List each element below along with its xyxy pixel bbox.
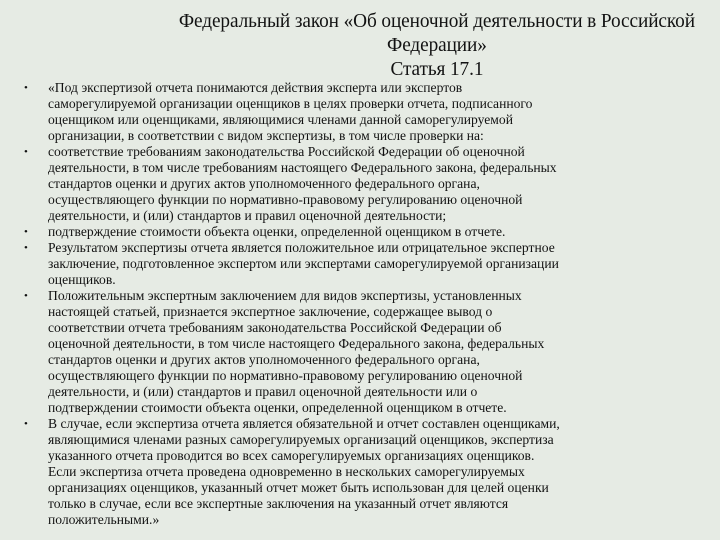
- paragraph-line: осуществляющего функции по нормативно-правовому регулированию оценочной: [48, 192, 523, 207]
- paragraph-line: настоящей статьей, признается экспертное заключение, содержащее вывод о: [48, 304, 493, 319]
- paragraph-line: соответствие требованиям законодательства Российской Федерации об оценочной: [48, 144, 525, 159]
- title-line-law: Федеральный закон «Об оценочной деятельности в Российской: [178, 11, 695, 32]
- bullet-icon: •: [24, 242, 28, 254]
- paragraph-line: деятельности, и (или) стандартов и правил оценочной деятельности или о: [48, 384, 478, 399]
- paragraph-line: только в случае, если все экспертные заключения на указанный отчет являются: [48, 496, 509, 511]
- paragraph-line: деятельности, и (или) стандартов и правил оценочной деятельности;: [48, 208, 447, 223]
- title-line-federation: Федерации»: [387, 35, 487, 56]
- paragraph-line: подтверждение стоимости объекта оценки, определенной оценщиком в отчете.: [48, 224, 506, 239]
- paragraph-line: стандартов оценки и других актов уполномоченного федерального органа,: [48, 176, 480, 191]
- bullet-icon: •: [24, 146, 28, 158]
- bullet-list: [24, 80, 700, 528]
- list-item: [24, 288, 700, 416]
- paragraph-line: оценщиком или оценщиками, являющимися членами данной саморегулируемой: [48, 112, 513, 127]
- list-item: [24, 224, 700, 240]
- list-item: [24, 240, 700, 288]
- paragraph-line: организации, в соответствии с видом экспертизы, в том числе проверки на:: [48, 128, 484, 143]
- paragraph-line: саморегулируемой организации оценщиков в целях проверки отчета, подписанного: [48, 96, 533, 111]
- slide-title: [160, 10, 720, 82]
- paragraph-line: «Под экспертизой отчета понимаются действия эксперта или экспертов: [48, 80, 463, 95]
- paragraph-line: заключение, подготовленное экспертом или экспертами саморегулируемой организации: [48, 256, 559, 271]
- paragraph-line: Положительным экспертным заключением для видов экспертизы, установленных: [48, 288, 522, 303]
- bullet-icon: •: [24, 82, 28, 94]
- list-item: [24, 80, 700, 144]
- list-item: [24, 416, 700, 528]
- paragraph-line: оценщиков.: [48, 272, 116, 287]
- paragraph-line: Если экспертиза отчета проведена одновременно в нескольких саморегулируемых: [48, 464, 525, 479]
- paragraph-line: Результатом экспертизы отчета является положительное или отрицательное экспертное: [48, 240, 555, 255]
- list-item: [24, 144, 700, 224]
- bullet-icon: •: [24, 290, 28, 302]
- bullet-icon: •: [24, 226, 28, 238]
- paragraph-line: В случае, если экспертиза отчета является обязательной и отчет составлен оценщиками,: [48, 416, 560, 431]
- paragraph-line: деятельности, в том числе требованиям настоящего Федерального закона, федеральных: [48, 160, 557, 175]
- paragraph-line: оценочной деятельности, в том числе настоящего Федерального закона, федеральных: [48, 336, 545, 351]
- paragraph-line: положительными.»: [48, 512, 160, 527]
- paragraph-line: подтверждении стоимости объекта оценки, определенной оценщиком в отчете.: [48, 400, 507, 415]
- title-line-article: Статья 17.1: [390, 59, 484, 80]
- paragraph-line: указанного отчета проводится во всех саморегулируемых организациях оценщиков.: [48, 448, 535, 463]
- paragraph-line: являющимися членами разных саморегулируемых организаций оценщиков, экспертиза: [48, 432, 554, 447]
- bullet-icon: •: [24, 418, 28, 430]
- paragraph-line: организациях оценщиков, указанный отчет может быть использован для целей оценки: [48, 480, 549, 495]
- paragraph-line: осуществляющего функции по нормативно-правовому регулированию оценочной: [48, 368, 523, 383]
- paragraph-line: стандартов оценки и других актов уполномоченного федерального органа,: [48, 352, 480, 367]
- paragraph-line: соответствии отчета требованиям законодательства Российской Федерации об: [48, 320, 502, 335]
